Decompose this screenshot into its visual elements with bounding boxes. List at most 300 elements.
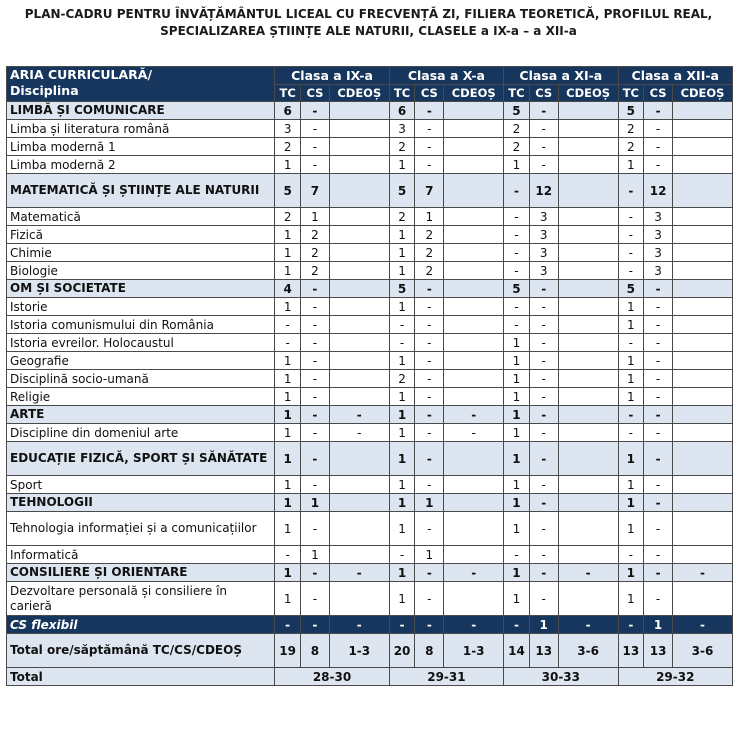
hours-cell: 14 (504, 634, 530, 668)
hours-cell (329, 298, 389, 316)
hours-cell (444, 476, 504, 494)
hours-cell: - (618, 174, 644, 208)
discipline-row (7, 298, 733, 316)
hours-cell: - (644, 424, 673, 442)
hours-cell (558, 280, 618, 298)
hours-cell: - (415, 352, 444, 370)
hours-cell: - (415, 388, 444, 406)
hours-cell: - (529, 476, 558, 494)
hours-cell (673, 494, 733, 512)
hours-cell (444, 102, 504, 120)
hours-cell: 2 (389, 138, 415, 156)
hours-cell: 1 (644, 616, 673, 634)
hours-cell: 1 (275, 298, 301, 316)
hours-cell (329, 244, 389, 262)
hours-cell: - (329, 406, 389, 424)
hours-cell (673, 406, 733, 424)
hours-cell: 2 (618, 138, 644, 156)
discipline-row (7, 138, 733, 156)
hours-cell: - (300, 280, 329, 298)
hours-cell: - (529, 316, 558, 334)
discipline-row (7, 352, 733, 370)
hours-cell: - (300, 352, 329, 370)
hours-cell (444, 138, 504, 156)
hours-cell: 1-3 (329, 634, 389, 668)
discipline-name: Biologie (7, 262, 275, 280)
hours-cell (444, 208, 504, 226)
discipline-name: Istoria evreilor. Holocaustul (7, 334, 275, 352)
hours-cell (329, 138, 389, 156)
hours-cell: - (504, 316, 530, 334)
hours-cell: - (529, 102, 558, 120)
table-header (7, 67, 733, 102)
discipline-row (7, 424, 733, 442)
hours-cell (329, 494, 389, 512)
hours-cell: 5 (504, 280, 530, 298)
hours-cell: 1 (275, 156, 301, 174)
hours-cell: - (558, 616, 618, 634)
hours-cell (673, 512, 733, 546)
discipline-name: Limba și literatura română (7, 120, 275, 138)
hours-cell (444, 244, 504, 262)
hours-cell: - (504, 174, 530, 208)
hours-cell (558, 476, 618, 494)
hours-cell: 2 (415, 226, 444, 244)
hours-cell: 1 (504, 334, 530, 352)
discipline-name: CS flexibil (7, 616, 275, 634)
hours-cell (673, 174, 733, 208)
hours-cell: - (529, 280, 558, 298)
class-header-xi: Clasa a XI-a (504, 67, 618, 85)
sub-header-cdeos: CDEOȘ (673, 85, 733, 102)
hours-cell: 12 (529, 174, 558, 208)
hours-cell: 1 (275, 564, 301, 582)
hours-cell: 1 (415, 208, 444, 226)
hours-cell (444, 156, 504, 174)
hours-cell (558, 316, 618, 334)
hours-cell: - (415, 102, 444, 120)
hours-cell (558, 352, 618, 370)
hours-cell: - (504, 208, 530, 226)
hours-cell: - (529, 546, 558, 564)
discipline-row (7, 582, 733, 616)
discipline-name: Chimie (7, 244, 275, 262)
hours-cell: 1 (504, 564, 530, 582)
hours-cell: 3 (529, 244, 558, 262)
hours-cell: 1 (415, 494, 444, 512)
page-title (0, 6, 737, 40)
hours-cell: - (300, 334, 329, 352)
hours-cell: - (300, 370, 329, 388)
hours-cell (558, 156, 618, 174)
hours-cell (329, 388, 389, 406)
hours-cell: - (389, 616, 415, 634)
hours-cell (673, 120, 733, 138)
hours-cell (329, 156, 389, 174)
hours-cell: 1 (275, 262, 301, 280)
hours-cell (444, 226, 504, 244)
hours-cell: - (644, 494, 673, 512)
hours-cell: 6 (275, 102, 301, 120)
hours-cell: 3 (644, 208, 673, 226)
hours-cell (444, 442, 504, 476)
hours-cell: 1 (529, 616, 558, 634)
discipline-row (7, 546, 733, 564)
curriculum-table (6, 66, 733, 686)
hours-cell (329, 280, 389, 298)
hours-cell (673, 244, 733, 262)
hours-cell (558, 494, 618, 512)
hours-cell: - (618, 424, 644, 442)
hours-cell (558, 262, 618, 280)
hours-cell: - (415, 156, 444, 174)
hours-cell: 8 (415, 634, 444, 668)
hours-cell (329, 582, 389, 616)
hours-cell (444, 582, 504, 616)
hours-cell: 1 (275, 494, 301, 512)
hours-cell: 1 (618, 370, 644, 388)
hours-cell: 5 (389, 280, 415, 298)
hours-cell: 5 (504, 102, 530, 120)
hours-cell (558, 406, 618, 424)
hours-cell: - (529, 424, 558, 442)
hours-cell: 5 (618, 102, 644, 120)
hours-cell (329, 352, 389, 370)
sub-header-tc: TC (389, 85, 415, 102)
hours-cell: - (529, 388, 558, 406)
discipline-name: Tehnologia informației și a comunicațiilor (7, 512, 275, 546)
hours-cell (673, 156, 733, 174)
hours-cell: 1 (275, 442, 301, 476)
hours-cell: 1 (504, 512, 530, 546)
class-header-xii: Clasa a XII-a (618, 67, 732, 85)
hours-cell: - (644, 138, 673, 156)
hours-cell (673, 102, 733, 120)
hours-cell (558, 334, 618, 352)
hours-cell: - (300, 120, 329, 138)
sub-header-cs: CS (644, 85, 673, 102)
hours-cell: 2 (415, 244, 444, 262)
hours-cell (329, 442, 389, 476)
hours-cell: 19 (275, 634, 301, 668)
hours-cell: - (529, 406, 558, 424)
hours-cell: 1 (504, 424, 530, 442)
hours-cell: - (644, 512, 673, 546)
hours-cell: 1 (300, 494, 329, 512)
hours-cell: - (389, 334, 415, 352)
hours-cell: 5 (275, 174, 301, 208)
hours-cell: 5 (389, 174, 415, 208)
total-row (7, 634, 733, 668)
discipline-name: Dezvoltare personală și consiliere în carieră (7, 582, 275, 616)
hours-cell (558, 442, 618, 476)
hours-cell (444, 494, 504, 512)
hours-cell: - (300, 298, 329, 316)
discipline-name: Geografie (7, 352, 275, 370)
hours-cell: 1 (618, 564, 644, 582)
discipline-row (7, 120, 733, 138)
hours-cell: 13 (644, 634, 673, 668)
hours-cell (558, 102, 618, 120)
hours-cell: 2 (275, 138, 301, 156)
hours-cell: - (415, 406, 444, 424)
hours-cell: 1 (389, 424, 415, 442)
hours-cell: - (618, 546, 644, 564)
hours-cell (558, 208, 618, 226)
hours-cell: - (275, 316, 301, 334)
discipline-name: Limba modernă 1 (7, 138, 275, 156)
hours-cell: - (644, 120, 673, 138)
hours-cell (558, 298, 618, 316)
hours-cell: 12 (644, 174, 673, 208)
discipline-row (7, 512, 733, 546)
hours-cell: - (529, 298, 558, 316)
discipline-row (7, 244, 733, 262)
hours-cell: - (329, 564, 389, 582)
hours-cell: 13 (618, 634, 644, 668)
hours-cell (673, 388, 733, 406)
hours-cell: - (389, 546, 415, 564)
grand-total-value: 29-31 (389, 668, 503, 686)
hours-cell (673, 262, 733, 280)
hours-cell: - (644, 102, 673, 120)
hours-cell: 2 (618, 120, 644, 138)
hours-cell: 1 (275, 352, 301, 370)
hours-cell (558, 388, 618, 406)
hours-cell (329, 120, 389, 138)
category-row (7, 280, 733, 298)
category-row (7, 406, 733, 424)
hours-cell: 1 (415, 546, 444, 564)
hours-cell (558, 226, 618, 244)
hours-cell (673, 138, 733, 156)
hours-cell: 2 (504, 138, 530, 156)
hours-cell (558, 120, 618, 138)
hours-cell: 2 (300, 244, 329, 262)
hours-cell: 1 (389, 494, 415, 512)
category-row (7, 564, 733, 582)
category-row (7, 102, 733, 120)
hours-cell: 1 (618, 316, 644, 334)
hours-cell: 7 (415, 174, 444, 208)
discipline-name: Informatică (7, 546, 275, 564)
hours-cell (444, 334, 504, 352)
hours-cell (673, 370, 733, 388)
hours-cell (329, 476, 389, 494)
hours-cell: - (644, 388, 673, 406)
hours-cell: - (529, 442, 558, 476)
hours-cell: 2 (300, 226, 329, 244)
hours-cell: - (415, 424, 444, 442)
hours-cell (444, 352, 504, 370)
category-row (7, 494, 733, 512)
hours-cell: 1 (618, 156, 644, 174)
discipline-row (7, 316, 733, 334)
discipline-row (7, 334, 733, 352)
hours-cell: 1 (618, 582, 644, 616)
hours-cell: 3 (644, 226, 673, 244)
hours-cell: 2 (504, 120, 530, 138)
hours-cell: - (444, 616, 504, 634)
hours-cell (558, 424, 618, 442)
hours-cell: - (529, 370, 558, 388)
discipline-row (7, 226, 733, 244)
hours-cell: - (644, 582, 673, 616)
hours-cell: - (618, 616, 644, 634)
hours-cell: - (644, 280, 673, 298)
hours-cell: - (300, 564, 329, 582)
hours-cell: - (558, 564, 618, 582)
hours-cell: - (618, 334, 644, 352)
hours-cell: 1 (504, 494, 530, 512)
hours-cell: - (644, 298, 673, 316)
hours-cell (329, 226, 389, 244)
hours-cell: 1 (275, 512, 301, 546)
hours-cell: 1 (618, 442, 644, 476)
discipline-name: Disciplină socio-umană (7, 370, 275, 388)
title-line-2: SPECIALIZAREA ȘTIINȚE ALE NATURII, CLASELE a IX-a – a XII-a (160, 24, 577, 38)
hours-cell: 1 (389, 262, 415, 280)
discipline-name: Fizică (7, 226, 275, 244)
hours-cell: - (300, 476, 329, 494)
hours-cell: - (329, 616, 389, 634)
category-name: TEHNOLOGII (7, 494, 275, 512)
hours-cell: 2 (275, 208, 301, 226)
hours-cell (558, 244, 618, 262)
discipline-name: Matematică (7, 208, 275, 226)
discipline-name: Discipline din domeniul arte (7, 424, 275, 442)
category-row (7, 174, 733, 208)
hours-cell: 1 (618, 494, 644, 512)
hours-cell: - (529, 156, 558, 174)
hours-cell (444, 370, 504, 388)
hours-cell: 3 (529, 208, 558, 226)
hours-cell: 1 (389, 512, 415, 546)
hours-cell: 1 (389, 352, 415, 370)
sub-header-tc: TC (504, 85, 530, 102)
hours-cell: 1 (275, 388, 301, 406)
hours-cell: 1 (300, 546, 329, 564)
hours-cell: - (300, 156, 329, 174)
hours-cell: 5 (618, 280, 644, 298)
hours-cell: - (415, 280, 444, 298)
hours-cell: - (300, 424, 329, 442)
hours-cell: - (415, 120, 444, 138)
hours-cell: - (415, 138, 444, 156)
table-body (7, 102, 733, 668)
grand-total-label: Total (7, 668, 275, 686)
discipline-row (7, 208, 733, 226)
hours-cell (558, 138, 618, 156)
hours-cell (673, 546, 733, 564)
hours-cell (558, 512, 618, 546)
hours-cell: 1-3 (444, 634, 504, 668)
hours-cell: 3 (529, 262, 558, 280)
grand-total-value: 30-33 (504, 668, 618, 686)
category-name: EDUCAȚIE FIZICĂ, SPORT ȘI SĂNĂTATE (7, 442, 275, 476)
hours-cell: 2 (389, 208, 415, 226)
hours-cell: - (673, 564, 733, 582)
hours-cell: 1 (389, 582, 415, 616)
discipline-name: Istorie (7, 298, 275, 316)
hours-cell: 2 (300, 262, 329, 280)
hours-cell: 1 (389, 476, 415, 494)
hours-cell: 1 (618, 388, 644, 406)
discipline-name: Total ore/săptămână TC/CS/CDEOȘ (7, 634, 275, 668)
discipline-row (7, 388, 733, 406)
hours-cell: - (415, 298, 444, 316)
hours-cell (558, 370, 618, 388)
hours-cell: - (644, 316, 673, 334)
hours-cell: - (644, 546, 673, 564)
category-row (7, 442, 733, 476)
hours-cell: - (415, 564, 444, 582)
hours-cell (673, 442, 733, 476)
discipline-name: Istoria comunismului din România (7, 316, 275, 334)
hours-cell: - (444, 424, 504, 442)
hours-cell (329, 334, 389, 352)
hours-cell: - (618, 208, 644, 226)
flexible-row (7, 616, 733, 634)
hours-cell (558, 546, 618, 564)
grand-total-value: 29-32 (618, 668, 732, 686)
hours-cell: 1 (389, 406, 415, 424)
hours-cell (558, 582, 618, 616)
hours-cell: 13 (529, 634, 558, 668)
hours-cell: - (504, 298, 530, 316)
title-line-1: PLAN-CADRU PENTRU ÎNVĂȚĂMÂNTUL LICEAL CU FRECVENȚĂ ZI, FILIERA TEORETICĂ, PROFILUL REAL, (24, 7, 713, 21)
hours-cell (329, 370, 389, 388)
hours-cell: 4 (275, 280, 301, 298)
hours-cell: - (415, 512, 444, 546)
hours-cell: - (300, 616, 329, 634)
hours-cell: - (504, 546, 530, 564)
hours-cell (329, 316, 389, 334)
hours-cell (329, 262, 389, 280)
hours-cell: - (300, 316, 329, 334)
hours-cell: - (300, 582, 329, 616)
hours-cell: - (644, 352, 673, 370)
hours-cell: - (504, 244, 530, 262)
hours-cell: - (504, 616, 530, 634)
sub-header-cs: CS (300, 85, 329, 102)
hours-cell: - (300, 406, 329, 424)
hours-cell: 1 (504, 388, 530, 406)
class-header-x: Clasa a X-a (389, 67, 503, 85)
discipline-row (7, 262, 733, 280)
hours-cell: - (644, 564, 673, 582)
area-label: ARIA CURRICULARĂ/ (10, 67, 153, 82)
hours-cell: - (529, 352, 558, 370)
hours-cell: 3 (275, 120, 301, 138)
category-name: ARTE (7, 406, 275, 424)
sub-header-cdeos: CDEOȘ (444, 85, 504, 102)
class-header-ix: Clasa a IX-a (275, 67, 389, 85)
hours-cell (329, 512, 389, 546)
hours-cell: - (529, 334, 558, 352)
discipline-row (7, 156, 733, 174)
hours-cell: 1 (389, 226, 415, 244)
hours-cell (329, 208, 389, 226)
hours-cell (673, 208, 733, 226)
sub-header-cdeos: CDEOȘ (558, 85, 618, 102)
hours-cell: 7 (300, 174, 329, 208)
hours-cell: - (415, 334, 444, 352)
hours-cell: 1 (504, 476, 530, 494)
hours-cell (558, 174, 618, 208)
hours-cell: 1 (300, 208, 329, 226)
hours-cell: - (673, 616, 733, 634)
